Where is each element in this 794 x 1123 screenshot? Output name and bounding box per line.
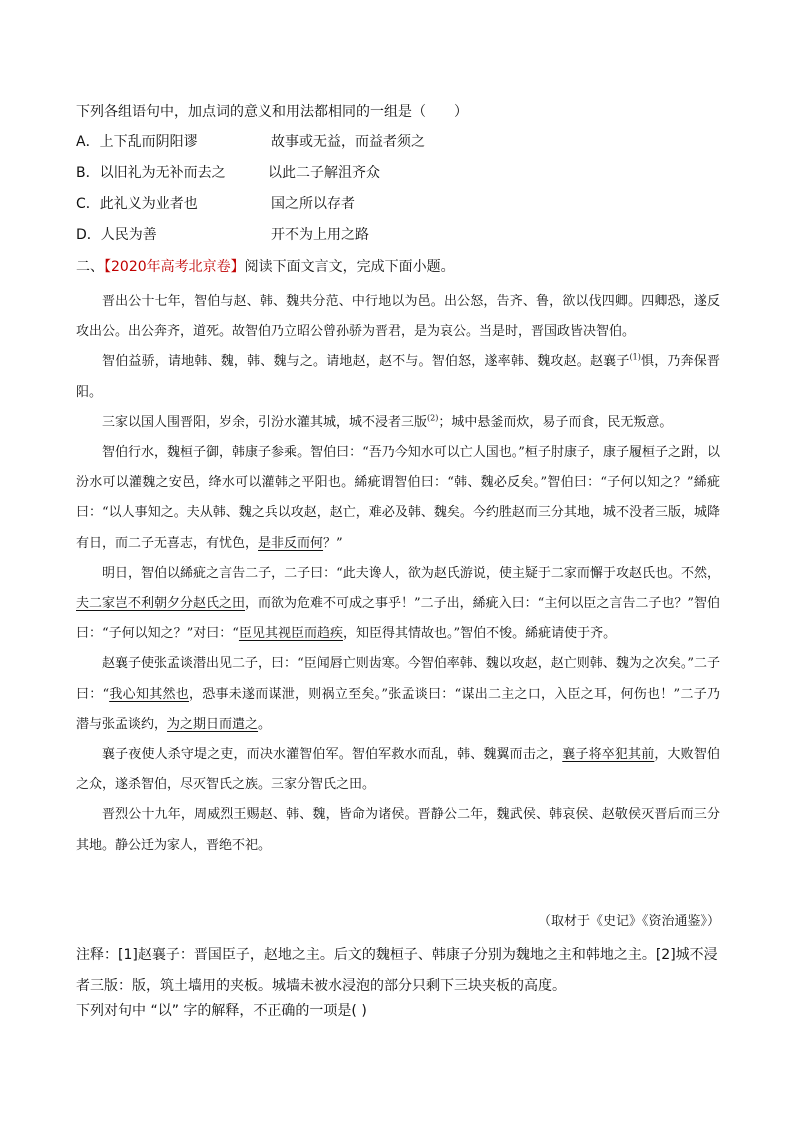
question-2-stem: 下列对句中 “以” 字的解释，不正确的一项是( ) (76, 1003, 367, 1019)
annotation-note: 注释：[1]赵襄子：晋国臣子，赵地之主。后文的魏桓子、韩康子分别为魏地之主和韩地之主。[2]城不浸者三版：版，筑土墙用的夹板。城墙未被水浸泡的部分只剩下三块夹板的高度。 (76, 947, 718, 994)
passage-paragraph-4 (76, 438, 720, 559)
p4-text: 智伯行水，魏桓子御，韩康子参乘。智伯曰：“吾乃今知水可以亡人国也。”桓子肘康子，康子履桓子之跗，以汾水可以灌魏之安邑，绛水可以灌韩之平阳也。絺疵谓智伯曰：“韩、魏必反矣。”智伯曰：“子何以知之？”絺疵曰：“以人事知之。夫从韩、魏之兵以攻赵，赵亡，难必及韩、魏矣。今约胜赵而三分其地，城不没者三版，城降有日，而二子无喜志，有忧色， (76, 445, 720, 551)
option-d-left: D．人民为善 (76, 227, 157, 243)
option-b (76, 162, 380, 184)
option-d-right: 开不为上用之路 (271, 227, 369, 243)
option-a-right: 故事或无益，而益者须之 (271, 134, 425, 150)
p2-text-end: 惧，乃奔保晋阳。 (76, 354, 720, 400)
p5-text: 明日，智伯以絺疵之言告二子，二子曰：“此夫谗人，欲为赵氏游说，使主疑于二家而懈于攻赵氏也。不然， (102, 565, 720, 581)
option-c-left: C．此礼义为业者也 (76, 196, 198, 212)
option-b-right: 以此二子解沮齐众 (268, 165, 380, 181)
question-stem: 下列各组语句中，加点词的意义和用法都相同的一组是（ ） (76, 104, 468, 120)
option-a-left: A．上下乱而阴阳谬 (76, 134, 198, 150)
underlined-sentence: 襄子将卒犯其前 (562, 747, 655, 763)
underlined-sentence: 夫二家岂不利朝夕分赵氏之田 (76, 596, 246, 612)
p5-text-mid: ，而欲为危难不可成之事乎！”二子出，絺疵入曰：“主何以臣之言告二子也？”智伯曰：“子何以知之？”对曰：“ (76, 596, 720, 642)
p7-text: 襄子夜使人杀守堤之吏，而决水灌智伯军。智伯军救水而乱，韩、魏翼而击之， (102, 747, 563, 763)
passage-paragraph-1: 晋出公十七年，智伯与赵、韩、魏共分范、中行地以为邑。出公怒，告齐、鲁，欲以伐四卿。四卿恐，遂反攻出公。出公奔齐，道死。故智伯乃立昭公曾孙骄为晋君，是为哀公。当是时，晋国政皆决智伯。 (76, 294, 720, 340)
p6-text-end: 。 (258, 716, 272, 732)
footnote-mark-1: (1) (629, 353, 641, 363)
underlined-sentence: 为之期日而遣之 (167, 716, 259, 732)
option-c (76, 193, 355, 215)
section-heading (76, 256, 455, 278)
option-a (76, 131, 425, 153)
passage-paragraph-3 (76, 408, 720, 438)
passage-source: （取材于《史记》《资治通鉴》） (537, 914, 720, 929)
passage-paragraph-5 (76, 559, 720, 650)
underlined-sentence: 臣见其视臣而趋疾 (238, 626, 343, 642)
classical-passage (76, 287, 720, 861)
p6-text: 赵襄子使张孟谈潜出见二子，曰：“臣闻唇亡则齿寒。今智伯率韩、魏以攻赵，赵亡则韩、魏为之次矣。”二子曰：“ (76, 656, 720, 702)
passage-paragraph-8: 晋烈公十九年，周威烈王赐赵、韩、魏，皆命为诸侯。晋静公二年，魏武侯、韩哀侯、赵敬侯灭晋后而三分其地。静公迁为家人，晋绝不祀。 (76, 807, 720, 853)
passage-paragraph-2 (76, 347, 720, 407)
p7-text-end: ，大败智伯之众，遂杀智伯，尽灭智氏之族。三家分智氏之田。 (76, 747, 720, 793)
section-instruction: 阅读下面文言文，完成下面小题。 (244, 259, 455, 275)
underlined-sentence: 是非反而何 (258, 535, 324, 551)
underlined-sentence: 我心知其然也 (109, 686, 189, 702)
p2-text: 智伯益骄，请地韩、魏，韩、魏与之。请地赵，赵不与。智伯怒，遂率韩、魏攻赵。赵襄子 (102, 354, 630, 370)
footnote-mark-2: (2) (427, 413, 439, 423)
p6-text-mid: ，恐事未遂而谋泄，则祸立至矣。”张孟谈曰：“谋出二主之口，入臣之耳，何伤也！”二子乃潜与张孟谈约， (76, 686, 720, 732)
option-c-right: 国之所以存者 (271, 196, 355, 212)
p3-text-end: ；城中悬釜而炊，易子而食，民无叛意。 (438, 414, 673, 430)
passage-paragraph-7 (76, 740, 720, 800)
option-d (76, 224, 369, 246)
option-b-left: B．以旧礼为无补而去之 (76, 165, 226, 181)
p5-text-end: ，知臣得其情故也。”智伯不悛。絺疵请使于齐。 (342, 626, 617, 642)
section-number: 二、 (76, 259, 104, 275)
p4-text-end: ？” (323, 535, 343, 551)
passage-paragraph-6 (76, 649, 720, 740)
p3-text: 三家以国人围晋阳，岁余，引汾水灌其城，城不浸者三版 (102, 414, 428, 430)
source-tag: 【2020年高考北京卷】 (104, 259, 245, 275)
